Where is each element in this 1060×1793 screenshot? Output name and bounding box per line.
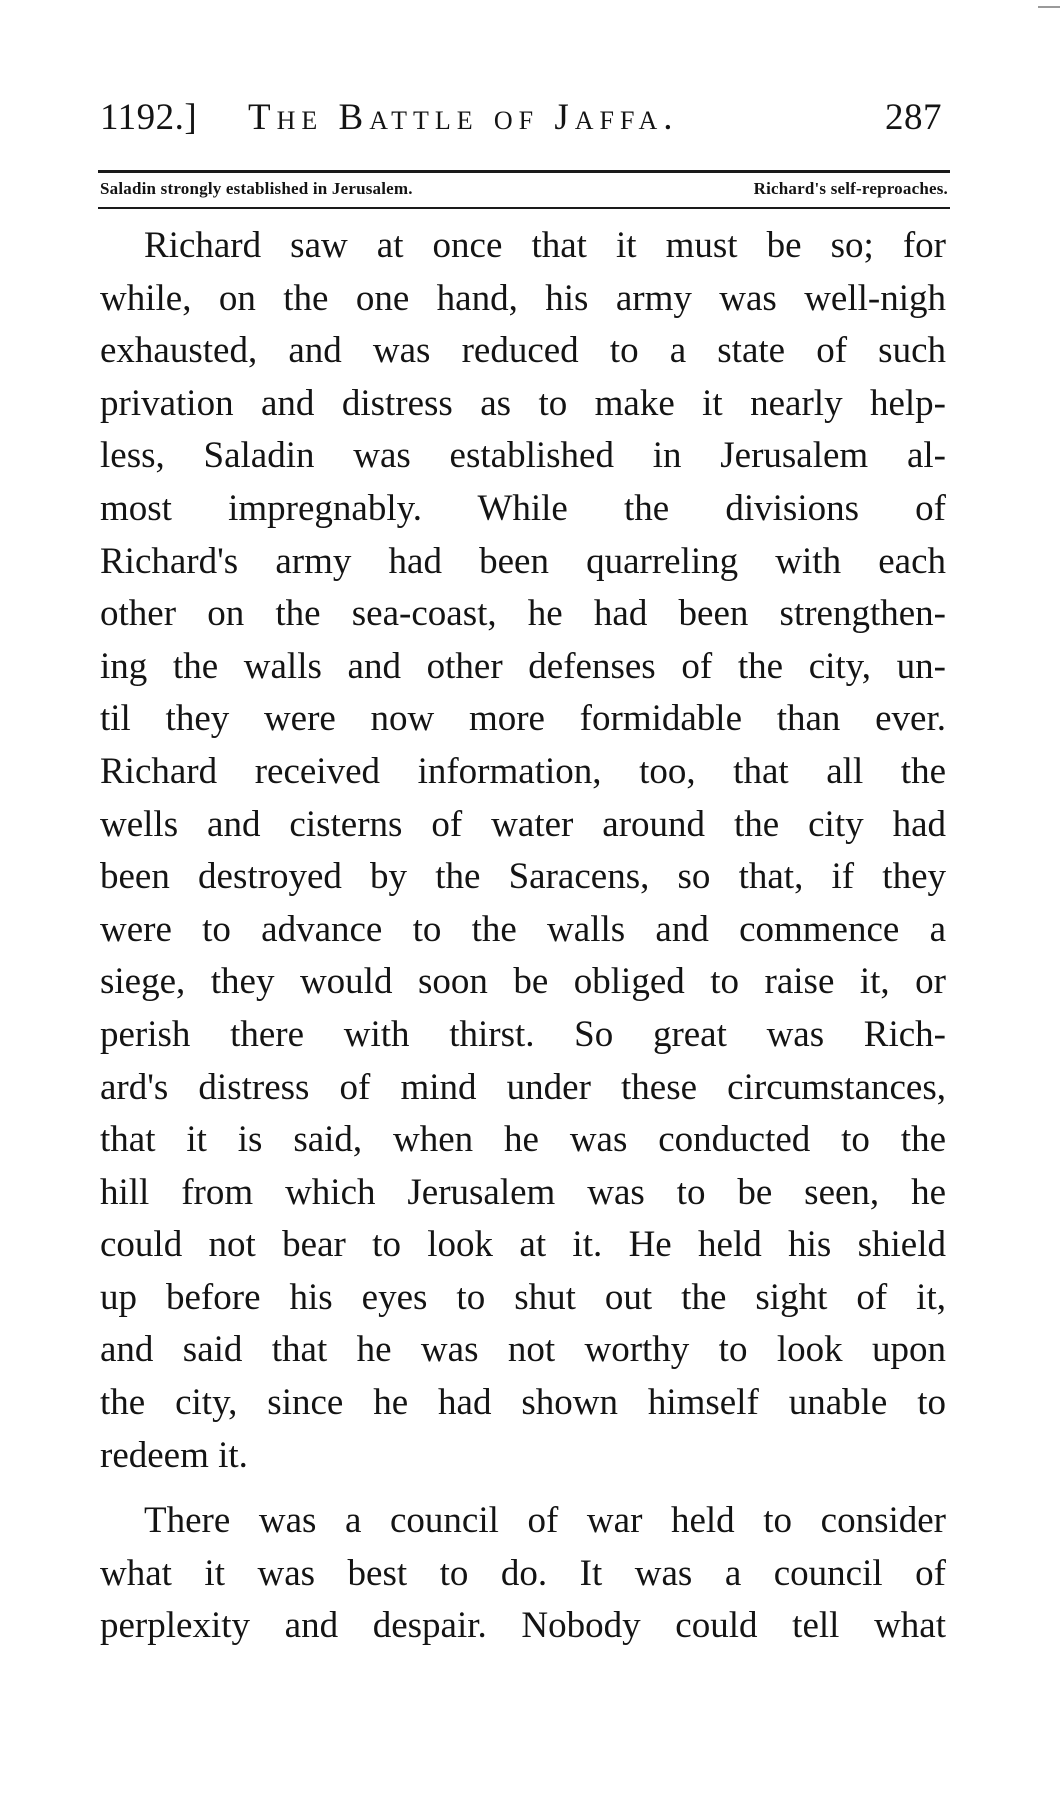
page-number: 287 — [885, 97, 942, 138]
text-line: perish there with thirst. So great was Rich- — [100, 1013, 946, 1055]
text-line: ard's distress of mind under these circumstances, — [100, 1066, 946, 1108]
text-line: other on the sea-coast, he had been strengthen- — [100, 593, 946, 635]
text-line: the city, since he had shown himself unable to — [100, 1382, 946, 1424]
text-line: Richard's army had been quarreling with each — [100, 540, 946, 582]
header-rule-bottom — [98, 207, 950, 209]
text-line: Richard saw at once that it must be so; for — [144, 225, 946, 266]
text-line: that it is said, when he was conducted to the — [100, 1119, 946, 1161]
text-line: less, Saladin was established in Jerusalem al- — [100, 435, 946, 477]
scan-edge-mark — [1038, 6, 1060, 8]
text-line: and said that he was not worthy to look upon — [100, 1329, 946, 1371]
text-line: hill from which Jerusalem was to be seen, he — [100, 1171, 946, 1213]
text-line: siege, they would soon be obliged to raise it, or — [100, 961, 946, 1003]
running-head-year: 1192.] — [100, 97, 198, 138]
side-headline-left: Saladin strongly established in Jerusalem. — [100, 179, 413, 198]
running-head-title: The Battle of Jaffa. — [248, 97, 679, 138]
text-line: Richard received information, too, that all the — [100, 750, 946, 792]
text-line: could not bear to look at it. He held his shield — [100, 1224, 946, 1266]
paragraph — [100, 220, 946, 1482]
side-headline-right: Richard's self-reproaches. — [753, 179, 948, 198]
text-line: exhausted, and was reduced to a state of such — [100, 330, 946, 372]
body-text — [100, 220, 946, 1653]
text-line: redeem it. — [100, 1434, 248, 1476]
text-line: ing the walls and other defenses of the city, un- — [100, 645, 946, 687]
text-line: what it was best to do. It was a council of — [100, 1552, 946, 1594]
running-head — [100, 96, 948, 156]
text-line: wells and cisterns of water around the city had — [100, 803, 946, 845]
text-line: most impregnably. While the divisions of — [100, 487, 946, 529]
text-line: privation and distress as to make it nearly help- — [100, 382, 946, 424]
text-line: til they were now more formidable than ever. — [100, 698, 946, 740]
text-line: been destroyed by the Saracens, so that, if they — [100, 856, 946, 898]
header-rule-top — [98, 170, 950, 173]
paragraph — [100, 1495, 946, 1653]
text-line: while, on the one hand, his army was well-nigh — [100, 277, 946, 319]
text-line: perplexity and despair. Nobody could tell what — [100, 1605, 946, 1647]
text-line: were to advance to the walls and commence a — [100, 908, 946, 950]
text-line: up before his eyes to shut out the sight of it, — [100, 1276, 946, 1318]
text-line: There was a council of war held to consider — [144, 1500, 946, 1542]
